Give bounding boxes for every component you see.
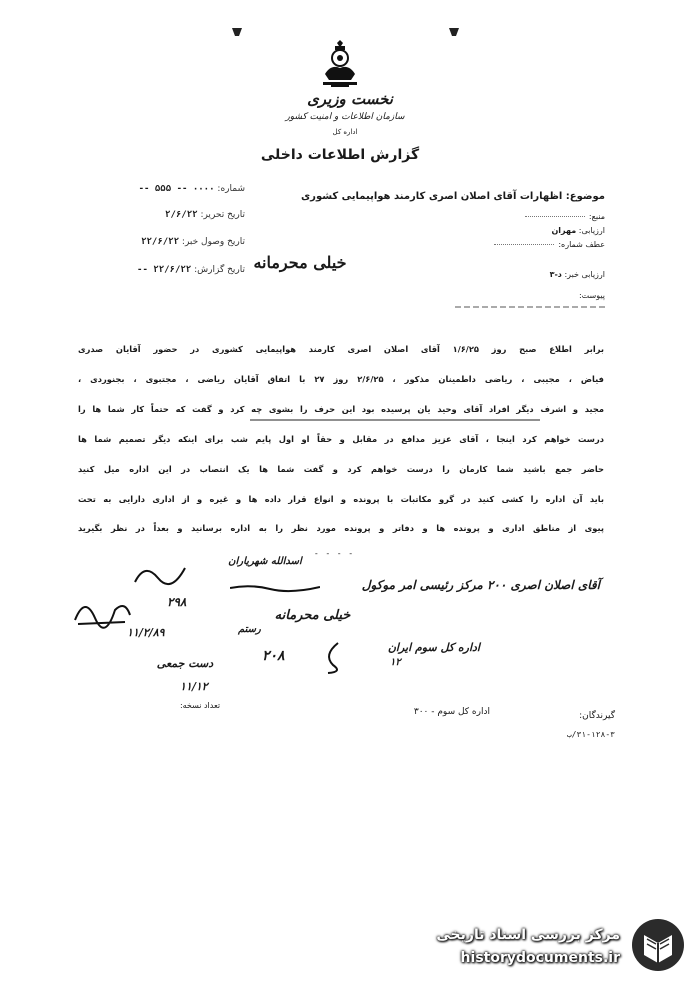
meta-report-date-label: تاریخ گزارش: — [194, 265, 245, 275]
meta-receipt-value: ۲۲/۶/۲۲ — [141, 237, 180, 247]
related-number-label: عطف شماره: — [558, 240, 605, 249]
classification-stamp: خیلی محرمانه — [253, 253, 347, 272]
body-line-6: باید آن اداره را کشی کنید در گرو مکاتبات با پرونده و انواع قرار داده ها و غیره و از اداری دارایی به تحت — [78, 494, 604, 504]
sub-unit: اداره کل — [332, 128, 358, 136]
news-eval-label: ارزیابی خبر: — [564, 270, 605, 279]
signature-scribble-right-icon — [318, 640, 348, 675]
meta-number-value: ۰۰۰۰ -- ۵۵۵ -- — [138, 184, 215, 194]
handwritten-note-top: اسدالله شهریاران — [228, 556, 302, 567]
news-eval-value: د-۳ — [549, 270, 562, 279]
attachments-field — [465, 291, 605, 300]
strike-through-mark — [230, 582, 320, 594]
meta-date-value: ۲/۶/۲۲ — [165, 210, 198, 220]
punch-hole-left-icon — [230, 26, 244, 38]
related-number-line — [494, 244, 554, 245]
attachments-label: پیوست: — [578, 291, 605, 300]
handwritten-number-5: ۱۲ — [390, 657, 401, 668]
watermark-url: historydocuments.ir — [460, 950, 620, 966]
body-line-7: پیوی از مناطق اداری و پرونده ها و دفاتر و پرونده مورد نظر را به اداره برسانید و بعداً در نظر بگیرید — [78, 523, 604, 533]
source-field — [465, 212, 605, 221]
recipients-label: گیرندگان: — [579, 711, 615, 721]
handwritten-number-2: ۱۱/۲/۸۹ — [127, 626, 165, 639]
handwritten-number-4: ۲۰۸ — [262, 648, 285, 664]
footer-code: ۳۱-۱۲۸-۳/ب — [566, 730, 615, 739]
signature-scribble-left-icon — [70, 590, 135, 630]
evaluation-label: ارزیابی: — [578, 226, 605, 235]
signature-scribble-top-icon — [130, 560, 190, 590]
source-label: منبع: — [588, 212, 605, 221]
subject-line: موضوع: اظهارات آقای اصلان اصری کارمند هواپیمایی کشوری — [301, 191, 605, 202]
evaluation-value: مهران — [551, 226, 577, 235]
report-title: گزارش اطلاعات داخلی — [260, 147, 420, 163]
handwritten-note-bottom-right: اداره کل سوم ایران — [387, 641, 480, 654]
handwritten-number-3: رستم — [238, 624, 261, 635]
body-line-4: درست خواهم کرد اینجا ، آقای عزیز مدافع در مقابل و حقاً او اول پایم شب برای اینکه دیگر تصمیم شما ها — [78, 434, 604, 444]
related-number-field — [465, 240, 605, 249]
meta-date-label: تاریخ تحریر: — [200, 210, 245, 220]
body-line-5: حاضر جمع باشید شما کارمان را درست خواهم کرد و گفت شما ها یک انتصاب در این اداره میل کنید — [78, 464, 604, 474]
handwritten-note-main: آقای اصلان اصری ۲۰۰ مرکز رئیسی امر موکول — [361, 578, 600, 592]
archive-logo-icon — [630, 917, 686, 973]
handwritten-number-1: ۲۹۸ — [167, 595, 187, 609]
punch-hole-right-icon — [447, 26, 461, 38]
ministry-title: نخست وزیری — [307, 90, 393, 108]
copies-label: تعداد نسخه: — [179, 701, 221, 710]
meta-report-date-value: ۲۲/۶/۲۲ -- — [137, 265, 192, 275]
body-line-1: برابر اطلاع صبح روز ۱/۶/۲۵ آقای اصلان اصری کارمند هواپیمایی کشوری در حضور آقایان صدری — [78, 344, 604, 354]
meta-number-label: شماره: — [217, 184, 245, 194]
meta-report-date — [95, 265, 245, 275]
meta-receipt-label: تاریخ وصول خبر: — [181, 237, 245, 247]
watermark-title: مرکز بررسی اسناد تاریخی — [436, 927, 620, 943]
handwritten-note-bottom-left: دست جمعی — [156, 657, 214, 670]
evaluation-field — [465, 226, 605, 235]
recipients-value: اداره کل سوم - ۳۰۰ — [413, 707, 490, 717]
news-eval-field — [465, 270, 605, 279]
header-rule — [455, 304, 605, 310]
source-line — [525, 216, 585, 217]
body-line-2: فیاض ، مجیبی ، ریاضی داطمینان مذکور ، ۲/۶/۲۵ روز ۲۷ با اتفاق آقایان ریاضی ، مجتبوی ، بجنوردی ، — [78, 374, 604, 384]
handwritten-note-strict: خیلی محرمانه — [274, 608, 351, 623]
meta-receipt-date — [95, 237, 245, 247]
lion-and-sun-emblem-icon — [317, 40, 363, 90]
meta-date — [95, 210, 245, 220]
underline-mark — [250, 418, 540, 422]
body-line-3: مجید و اشرف دیگر افراد آقای وحید یان پرسیده بود این حرف را بشوی چه کرد و گفت که حتماً کار شما ها را — [78, 404, 604, 414]
handwritten-number-6: ۱۱/۱۲ — [180, 680, 208, 693]
body-dashes: - - - - — [314, 549, 356, 558]
organization-name: سازمان اطلاعات و امنیت کشور — [285, 112, 405, 122]
